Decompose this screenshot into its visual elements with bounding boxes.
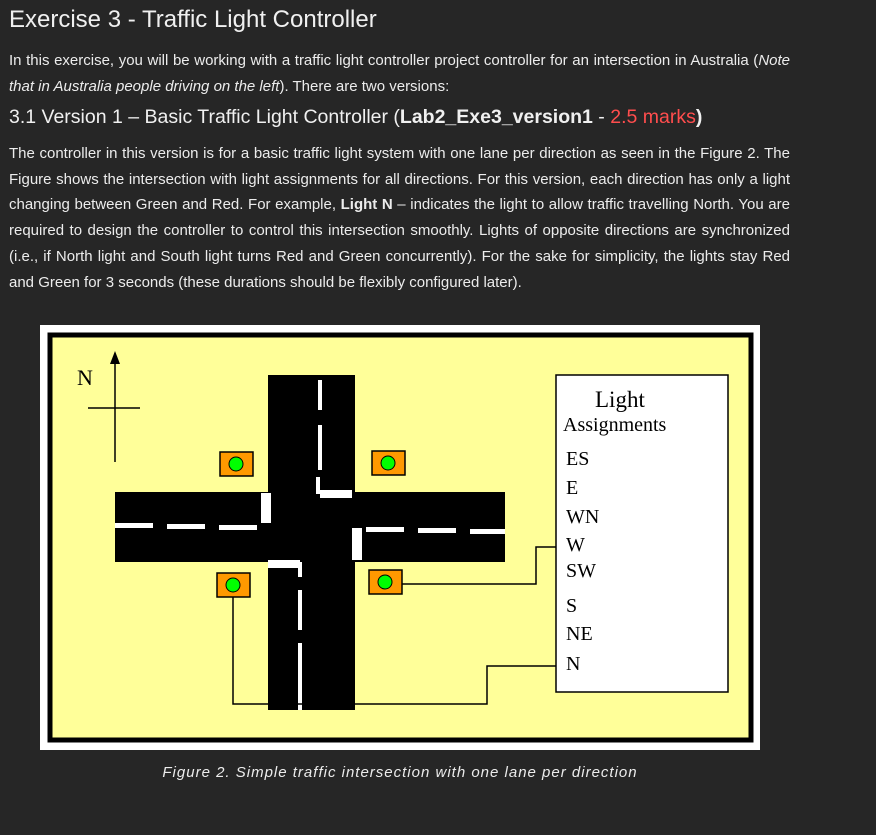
svg-text:Assignments: Assignments <box>563 414 667 436</box>
traffic-light-sw <box>217 573 250 597</box>
svg-text:Light: Light <box>595 387 645 412</box>
traffic-light-ne <box>372 451 405 475</box>
assignment-label: WN <box>566 506 600 528</box>
assignment-label: S <box>566 595 578 617</box>
assignment-label: NE <box>566 623 593 645</box>
assignment-label: W <box>566 534 585 556</box>
assignment-label: ES <box>566 448 590 470</box>
intro-paragraph: In this exercise, you will be working with a traffic light controller project controller for an intersection in Australia (Note that in Australia people driving on the left). There are two versions: <box>9 52 790 95</box>
figure-caption: Figure 2. Simple traffic intersection with one lane per direction <box>162 764 638 781</box>
svg-text:N: N <box>77 365 93 390</box>
page-title: Exercise 3 - Traffic Light Controller <box>9 6 377 33</box>
light-assignments-panel <box>556 375 728 692</box>
assignment-label: SW <box>566 560 596 582</box>
traffic-light-se <box>369 570 402 594</box>
assignment-label: E <box>566 477 579 499</box>
section-heading: 3.1 Version 1 – Basic Traffic Light Controller (Lab2_Exe3_version1 - 2.5 marks) <box>9 106 703 128</box>
assignment-label: N <box>566 653 581 675</box>
intersection-figure <box>40 325 760 750</box>
traffic-light-nw <box>220 452 253 476</box>
marks-label: 2.5 marks <box>610 106 696 128</box>
body-paragraph: The controller in this version is for a basic traffic light system with one lane per direction as seen in the Figure 2. The Figure shows the intersection with light assignments for all directions. For this version, each direction has only a light changing between Green and Red. For example, Light N – indicates the light to allow traffic travelling North. You are required to design the controller to control this intersection smoothly. Lights of opposite directions are synchronized (i.e., if North light and South light turns Red and Green concurrently). For the sake for simplicity, the lights stay Red and Green for 3 seconds (these durations should be flexibly configured later). <box>9 145 790 291</box>
